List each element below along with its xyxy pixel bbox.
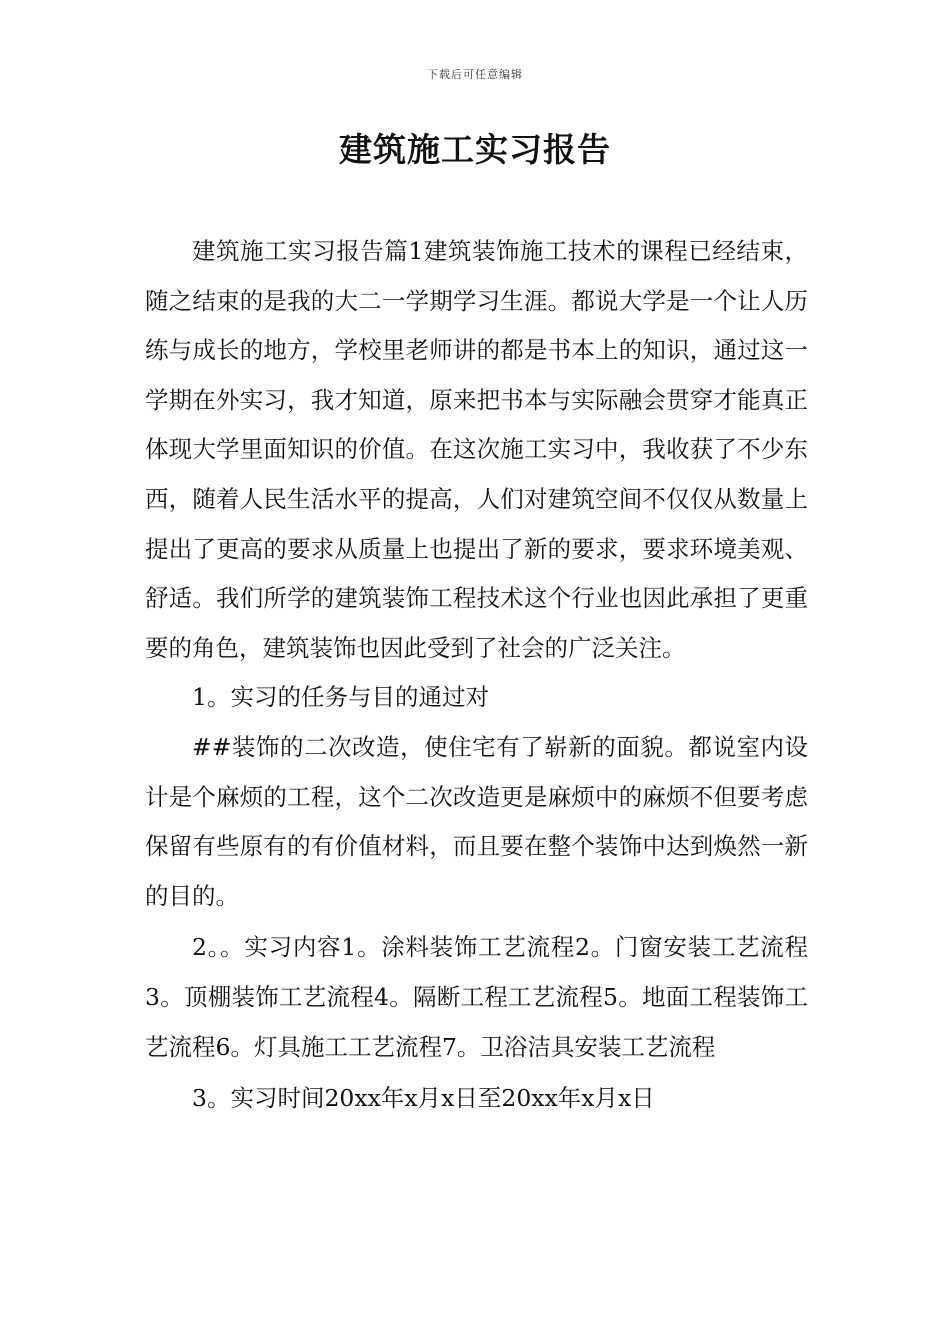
document-body [145, 227, 808, 1124]
document-title: 建筑施工实习报告 [339, 130, 611, 169]
paragraph-time: 3。实习时间20xx年x月x日至20xx年x月x日 [192, 1084, 655, 1113]
paragraph-task-heading: 1。实习的任务与目的通过对 [192, 683, 489, 712]
paragraph-renovation: ##装饰的二次改造，使住宅有了崭新的面貌。都说室内设计是个麻烦的工程，这个二次改造更是麻烦中的麻烦不但要考虑保留有些原有的有价值材料，而且要在整个装饰中达到焕然一新的目的。 [145, 732, 808, 910]
paragraph-content-list: 2。。实习内容1。涂料装饰工艺流程2。门窗安装工艺流程3。顶棚装饰工艺流程4。隔断工程工艺流程5。地面工程装饰工艺流程6。灯具施工工艺流程7。卫浴洁具安装工艺流程 [145, 933, 808, 1061]
header-note: 下载后可任意编辑 [427, 68, 523, 81]
paragraph-intro: 建筑施工实习报告篇1建筑装饰施工技术的课程已经结束，随之结束的是我的大二一学期学习生涯。都说大学是一个让人历练与成长的地方，学校里老师讲的都是书本上的知识，通过这一学期在外实习，我才知道，原来把书本与实际融会贯穿才能真正体现大学里面知识的价值。在这次施工实习中，我收获了不少东西，随着人民生活水平的提高，人们对建筑空间不仅仅从数量上提出了更高的要求从质量上也提出了新的要求，要求环境美观、舒适。我们所学的建筑装饰工程技术这个行业也因此承担了更重要的角色，建筑装饰也因此受到了社会的广泛关注。 [145, 237, 808, 662]
